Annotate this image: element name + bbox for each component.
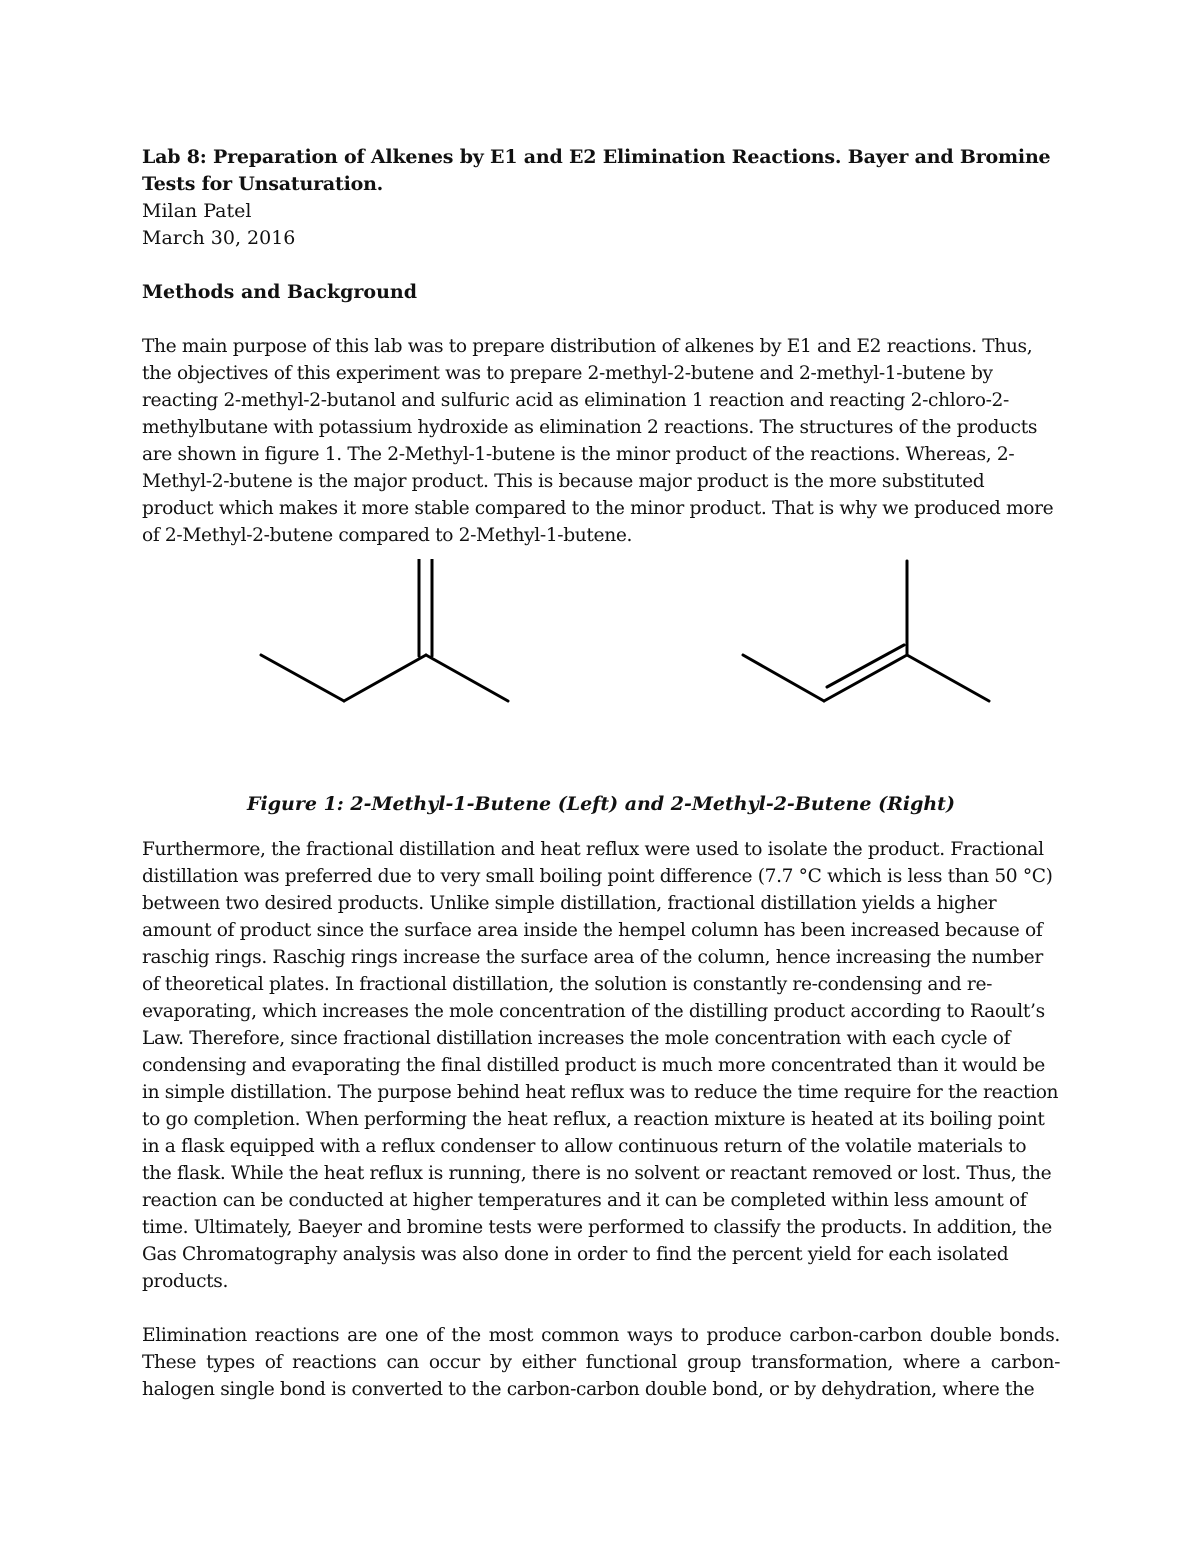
document-title: Lab 8: Preparation of Alkenes by E1 and E2 Elimination Reactions. Bayer and Bromine Tests for Unsaturation. [142,146,1051,195]
paragraph-elimination: Elimination reactions are one of the most common ways to produce carbon-carbon double bonds. These types of reactions can occur by either functional group transformation, where a carbon-halogen single bond is converted to the carbon-carbon double bond, or by dehydration, where the [142,1325,1060,1400]
author-name: Milan Patel [142,200,252,222]
2-methyl-2-butene-structure [743,561,989,701]
figure-caption: Figure 1: 2-Methyl-1-Butene (Left) and 2-Methyl-2-Butene (Right) [247,793,955,815]
paragraph-purpose: The main purpose of this lab was to prepare distribution of alkenes by E1 and E2 reactions. Thus, the objectives of this experiment was to prepare 2-methyl-2-butene and 2-methyl-1-butene by reacting 2-methyl-2-butanol and sulfuric acid as elimination 1 reaction and reacting 2-chloro-2-methylbutane with potassium hydroxide as elimination 2 reactions. The structures of the products are shown in figure 1. The 2-Methyl-1-butene is the minor product of the reactions. Whereas, 2-Methyl-2-butene is the major product. This is because major product is the more substituted product which makes it more stable compared to the minor product. That is why we produced more of 2-Methyl-2-butene compared to 2-Methyl-1-butene. [142,336,1054,546]
2-methyl-1-butene-structure [261,559,508,701]
paragraph-distillation: Furthermore, the fractional distillation and heat reflux were used to isolate the product. Fractional distillation was preferred due to very small boiling point difference (7.7 °C which is less than 50 °C) between two desired products. Unlike simple distillation, fractional distillation yields a higher amount of product since the surface area inside the hempel column has been increased because of raschig rings. Raschig rings increase the surface area of the column, hence increasing the number of theoretical plates. In fractional distillation, the solution is constantly re-condensing and re-evaporating, which increases the mole concentration of the distilling product according to Raoult’s Law. Therefore, since fractional distillation increases the mole concentration with each cycle of condensing and evaporating the final distilled product is much more concentrated than it would be in simple distillation. The purpose behind heat reflux was to reduce the time require for the reaction to go completion. When performing the heat reflux, a reaction mixture is heated at its boiling point in a flask equipped with a reflux condenser to allow continuous return of the volatile materials to the flask. While the heat reflux is running, there is no solvent or reactant removed or lost. Thus, the reaction can be conducted at higher temperatures and it can be completed within less amount of time. Ultimately, Baeyer and bromine tests were performed to classify the products. In addition, the Gas Chromatography analysis was also done in order to find the percent yield for each isolated products. [142,839,1059,1292]
document-date: March 30, 2016 [142,227,296,249]
section-heading: Methods and Background [142,281,417,303]
molecule-structures [142,559,1060,791]
document-page [142,144,1060,1403]
figure-1 [142,559,1060,791]
